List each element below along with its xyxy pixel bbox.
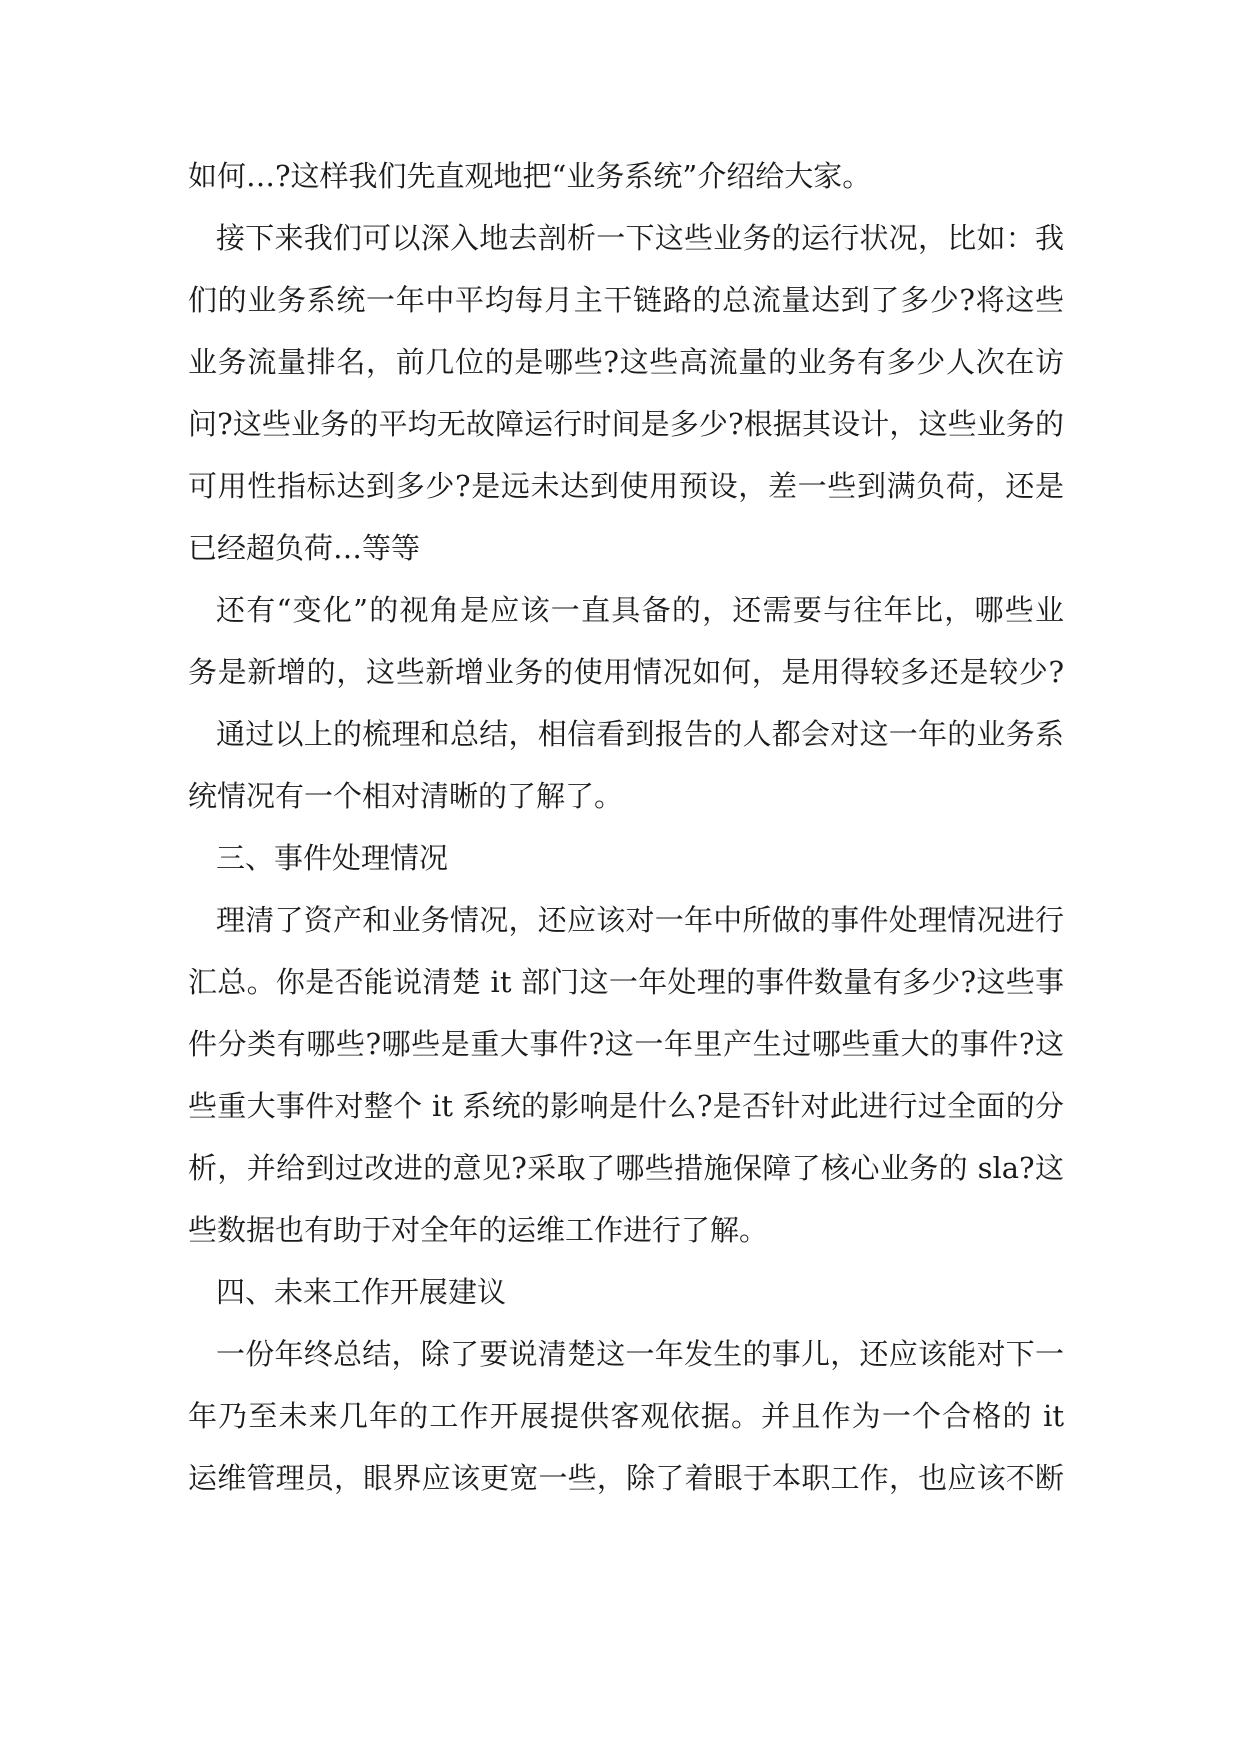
paragraph-start-line: 一份年终总结，除了要说清楚这一年发生的事儿，还应该能对下一 xyxy=(216,1337,1064,1371)
section-heading: 四、未来工作开展建议 xyxy=(216,1275,507,1309)
body-text xyxy=(188,145,1064,1509)
text-line: 运维管理员，眼界应该更宽一些，除了着眼于本职工作，也应该不断 xyxy=(188,1461,1064,1495)
paragraph-start-line: 还有“变化”的视角是应该一直具备的，还需要与往年比，哪些业 xyxy=(216,593,1064,627)
text-line: 务是新增的，这些新增业务的使用情况如何，是用得较多还是较少? xyxy=(188,655,1064,689)
paragraph-start-line: 理清了资产和业务情况，还应该对一年中所做的事件处理情况进行 xyxy=(216,903,1064,937)
section-heading: 三、事件处理情况 xyxy=(216,841,449,875)
text-line: 们的业务系统一年中平均每月主干链路的总流量达到了多少?将这些 xyxy=(188,283,1064,317)
text-line: 可用性指标达到多少?是远未达到使用预设，差一些到满负荷，还是 xyxy=(188,469,1064,503)
text-line: 析，并给到过改进的意见?采取了哪些措施保障了核心业务的 sla?这 xyxy=(188,1151,1064,1185)
text-line: 已经超负荷…等等 xyxy=(188,531,421,565)
paragraph-start-line: 通过以上的梳理和总结，相信看到报告的人都会对这一年的业务系 xyxy=(216,717,1064,751)
text-line: 年乃至未来几年的工作开展提供客观依据。并且作为一个合格的 it xyxy=(188,1399,1064,1433)
text-line: 汇总。你是否能说清楚 it 部门这一年处理的事件数量有多少?这些事 xyxy=(188,965,1064,999)
text-line: 些重大事件对整个 it 系统的影响是什么?是否针对此进行过全面的分 xyxy=(188,1089,1064,1123)
text-line: 统情况有一个相对清晰的了解了。 xyxy=(188,779,624,813)
text-line: 件分类有哪些?哪些是重大事件?这一年里产生过哪些重大的事件?这 xyxy=(188,1027,1064,1061)
text-line: 些数据也有助于对全年的运维工作进行了解。 xyxy=(188,1213,769,1247)
text-line: 如何…?这样我们先直观地把“业务系统”介绍给大家。 xyxy=(188,159,872,193)
text-line: 业务流量排名，前几位的是哪些?这些高流量的业务有多少人次在访 xyxy=(188,345,1064,379)
text-line: 问?这些业务的平均无故障运行时间是多少?根据其设计，这些业务的 xyxy=(188,407,1064,441)
paragraph-start-line: 接下来我们可以深入地去剖析一下这些业务的运行状况，比如：我 xyxy=(216,221,1064,255)
